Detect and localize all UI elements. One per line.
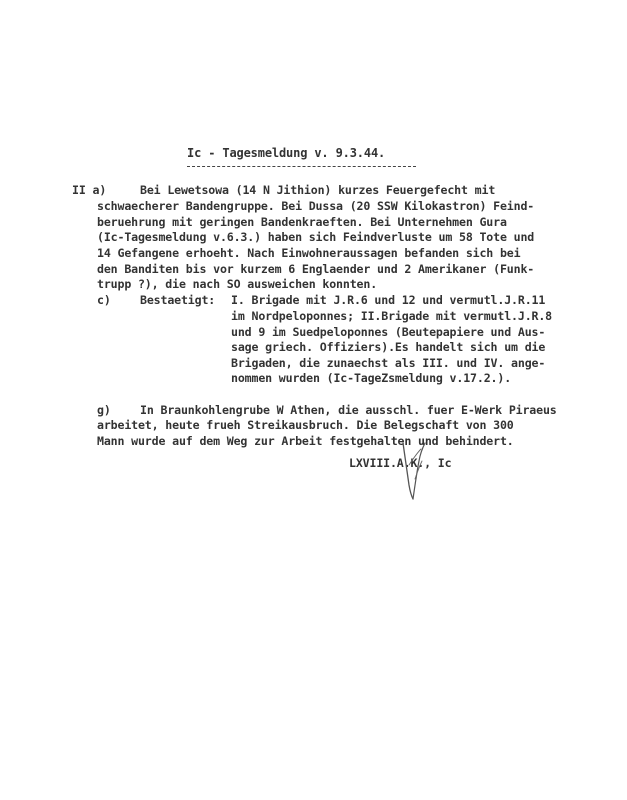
section-a-label: II a) [72, 183, 107, 197]
section-a-line: (Ic-Tagesmeldung v.6.3.) haben sich Feindverluste um 58 Tote und [97, 230, 535, 244]
section-c-intro: Bestaetigt: [140, 293, 216, 307]
section-g-label: g) [97, 403, 111, 417]
section-a-line: schwaecherer Bandengruppe. Bei Dussa (20 SSW Kilokastron) Feind- [97, 199, 535, 213]
section-a-line: 14 Gefangene erhoeht. Nach Einwohneraussagen befanden sich bei [97, 246, 521, 260]
section-c-line: nommen wurden (Ic-TageZsmeldung v.17.2.). [231, 371, 512, 385]
title-underline [187, 166, 416, 167]
section-a-line: trupp ?), die nach SO ausweichen konnten. [97, 277, 378, 291]
section-c-line: im Nordpeloponnes; II.Brigade mit vermutl.J.R.8 [231, 309, 553, 323]
section-a-line: den Banditen bis vor kurzem 6 Englaender und 2 Amerikaner (Funk- [97, 262, 535, 276]
handwritten-signature [395, 435, 455, 505]
section-c-line: und 9 im Suedpeloponnes (Beutepapiere und Aus- [231, 325, 546, 339]
document-title: Ic - Tagesmeldung v. 9.3.44. [187, 146, 386, 160]
section-c-line: Brigaden, die zunaechst als III. und IV. ange- [231, 356, 546, 370]
section-g-line: Mann wurde auf dem Weg zur Arbeit festgehalten und behindert. [97, 434, 514, 448]
section-c-line: sage griech. Offiziers).Es handelt sich um die [231, 340, 546, 354]
sender-line: LXVIII.A.K., Ic [349, 456, 452, 470]
section-c-line: I. Brigade mit J.R.6 und 12 und vermutl.J.R.11 [231, 293, 546, 307]
section-g-line: arbeitet, heute frueh Streikausbruch. Die Belegschaft von 300 [97, 418, 514, 432]
section-c-label: c) [97, 293, 111, 307]
section-a-line: Bei Lewetsowa (14 N Jithion) kurzes Feuergefecht mit [140, 183, 496, 197]
section-a-line: beruehrung mit geringen Bandenkraeften. Bei Unternehmen Gura [97, 215, 507, 229]
section-g-line: In Braunkohlengrube W Athen, die ausschl. fuer E-Werk Piraeus [140, 403, 557, 417]
